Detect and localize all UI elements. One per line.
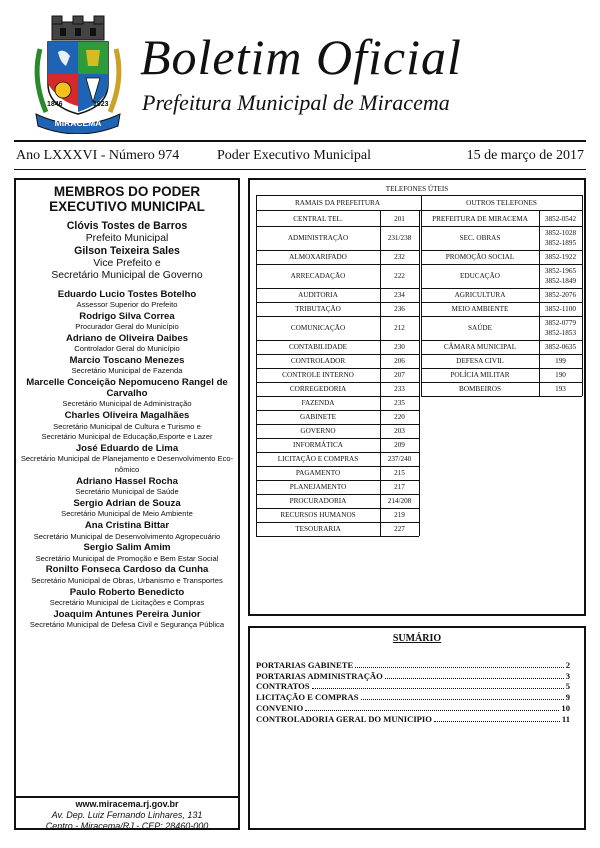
member-role: Secretário Municipal de Educação,Esporte e Lazer <box>41 432 213 442</box>
footer-city: Centro - Miracema/RJ - CEP: 28460-000 <box>45 821 209 832</box>
municipal-coat-of-arms <box>30 14 126 134</box>
ramal-extension: 203 <box>394 427 405 435</box>
summary-item[interactable] <box>256 660 570 671</box>
summary-item-label: PORTARIAS GABINETE <box>256 660 354 670</box>
header-rule-bottom <box>14 169 586 170</box>
masthead-subtitle: Prefeitura Municipal de Miracema <box>142 90 450 115</box>
ramal-department: CONTABILIDADE <box>288 343 348 351</box>
table-rule <box>256 424 419 425</box>
ramal-department: RECURSOS HUMANOS <box>280 511 356 519</box>
table-rule <box>421 250 582 251</box>
other-phone-number: 193 <box>555 385 566 393</box>
ramal-extension: 219 <box>394 511 405 519</box>
member-name: Charles Oliveira Magalhães <box>64 410 190 422</box>
other-phone-number: 190 <box>555 371 566 379</box>
summary-item-leader <box>361 692 564 700</box>
ramal-extension: 235 <box>394 399 405 407</box>
table-rule <box>421 382 582 383</box>
ramal-department: GOVERNO <box>300 427 336 435</box>
phones-col1-header: RAMAIS DA PREFEITURA <box>294 199 381 207</box>
other-phone-number: 3852-1028 <box>544 229 577 237</box>
member-role: Prefeito Municipal <box>85 232 169 244</box>
issue-number: Ano LXXXVI - Número 974 <box>16 148 180 163</box>
other-phone-name: AGRICULTURA <box>454 291 506 299</box>
ramal-extension: 201 <box>394 214 405 223</box>
member-role: nômico <box>114 465 140 475</box>
member-name: José Eduardo de Lima <box>75 443 179 455</box>
footer-contact <box>14 799 240 833</box>
other-phone-number: 3852-0542 <box>544 214 577 223</box>
ramal-department: LICITAÇÃO E COMPRAS <box>277 455 359 463</box>
table-rule <box>421 195 422 211</box>
member-role: Controlador Geral do Município <box>74 343 180 353</box>
table-rule <box>256 410 419 411</box>
table-rule <box>256 494 419 495</box>
member-role: Vice Prefeito e <box>93 257 161 269</box>
member-role: Secretário Municipal de Cultura e Turismo e <box>53 421 201 431</box>
footer-address: Av. Dep. Luiz Fernando Linhares, 131 <box>51 810 203 821</box>
table-rule <box>421 368 582 369</box>
ramal-extension: 206 <box>394 357 405 365</box>
member-name: Clóvis Tostes de Barros <box>66 220 188 232</box>
table-rule <box>539 211 540 396</box>
other-phone-name: EDUCAÇÃO <box>460 272 500 280</box>
other-phone-name: MEIO AMBIENTE <box>451 305 509 313</box>
member-role: Secretário Municipal de Meio Ambiente <box>61 509 193 519</box>
summary-item-page: 9 <box>565 692 570 703</box>
footer-url[interactable]: www.miracema.rj.gov.br <box>75 799 179 809</box>
member-name: Ronilto Fonseca Cardoso da Cunha <box>45 564 209 576</box>
other-phone-number: 3852-1853 <box>544 329 577 337</box>
ramal-department: CONTROLADOR <box>290 357 346 365</box>
crown-icon <box>52 16 104 40</box>
ramal-extension: 209 <box>394 441 405 449</box>
other-phone-number: 3852-0779 <box>544 319 577 327</box>
member-role: Secretário Municipal de Obras, Urbanismo e Transportes <box>31 575 223 585</box>
member-name: Eduardo Lucio Tostes Botelho <box>57 288 197 300</box>
issue-branch: Poder Executivo Municipal <box>217 148 371 163</box>
ramal-extension: 215 <box>394 469 405 477</box>
table-rule <box>256 195 582 196</box>
other-phone-number: 3852-1895 <box>544 239 577 247</box>
table-rule <box>419 211 420 536</box>
ramal-department: PROCURADORIA <box>289 497 347 505</box>
member-role: Secretário Municipal de Fazenda <box>71 366 183 376</box>
member-role: Secretário Municipal de Defesa Civil e Segurança Pública <box>29 619 225 629</box>
coffee-branch-icon <box>37 49 46 112</box>
table-rule <box>256 536 419 537</box>
ramal-department: CENTRAL TEL. <box>293 214 343 223</box>
members-heading-line1: MEMBROS DO PODER <box>53 184 201 199</box>
table-rule <box>421 354 582 355</box>
table-rule <box>421 288 582 289</box>
table-rule <box>256 302 419 303</box>
ramal-extension: 220 <box>394 413 405 421</box>
summary-item-label: CONTROLADORIA GERAL DO MUNICIPIO <box>256 713 432 724</box>
other-phone-name: BOMBEIROS <box>459 385 501 393</box>
table-rule <box>256 354 419 355</box>
table-rule <box>256 316 419 317</box>
issue-date: 15 de março de 2017 <box>466 148 584 163</box>
summary-item-leader <box>355 660 564 668</box>
table-rule <box>256 438 419 439</box>
summary-item-label: PORTARIAS ADMINISTRAÇÃO <box>256 670 383 681</box>
ramal-extension: 227 <box>394 525 405 533</box>
member-role: Procurador Geral do Município <box>75 321 179 331</box>
ramal-extension: 232 <box>394 253 405 261</box>
ramal-department: PLANEJAMENTO <box>289 483 347 491</box>
other-phone-number: 3852-1100 <box>545 305 576 313</box>
summary-item-page: 5 <box>565 681 570 692</box>
member-name: Paulo Roberto Benedicto <box>69 586 185 598</box>
member-role: Secretário Municipal de Desenvolvimento Agropecuário <box>33 531 221 541</box>
members-list <box>16 220 238 631</box>
other-phone-number: 3852-1965 <box>544 267 577 275</box>
member-name: Rodrigo Silva Correa <box>79 310 175 322</box>
summary-item-label: LICITAÇÃO E COMPRAS <box>256 692 359 703</box>
table-rule <box>256 250 419 251</box>
crest-banner-text: MIRACEMA <box>54 118 102 128</box>
ramal-department: PAGAMENTO <box>295 469 341 477</box>
table-rule <box>256 211 257 536</box>
member-name: Ana Cristina Bittar <box>84 520 170 532</box>
ramal-department: INFORMÁTICA <box>293 441 343 449</box>
other-phone-number: 3852-1922 <box>544 253 577 261</box>
summary-item-page: 2 <box>565 660 570 670</box>
ramal-extension: 233 <box>394 385 405 393</box>
other-phone-number: 3852-2076 <box>544 291 577 299</box>
ramal-department: ARRECADAÇÃO <box>290 272 346 280</box>
phones-title: TELEFONES ÚTEIS <box>385 185 449 193</box>
member-name: Adriano de Oliveira Daibes <box>65 332 189 344</box>
ramal-department: CONTROLE INTERNO <box>282 371 354 379</box>
members-heading <box>16 184 238 214</box>
member-role: Secretário Municipal de Administração <box>62 399 192 409</box>
table-rule <box>421 211 422 396</box>
member-name: Marcio Toscano Menezes <box>69 354 185 366</box>
other-phone-name: POLÍCIA MILITAR <box>450 371 510 379</box>
phones-panel <box>248 178 586 616</box>
member-role: Secretário Municipal de Planejamento e Desenvolvimento Eco- <box>20 454 234 464</box>
summary-item-leader <box>385 671 564 679</box>
table-rule <box>582 211 583 396</box>
member-name: Marcelle Conceição Nepomuceno Rangel de <box>26 376 228 388</box>
summary-item[interactable] <box>256 692 570 703</box>
table-rule <box>582 195 583 211</box>
summary-item[interactable] <box>256 671 570 682</box>
issue-bar <box>14 148 586 166</box>
summary-item-leader <box>312 681 564 689</box>
table-rule <box>421 340 582 341</box>
summary-item-label: CONTRATOS <box>256 681 310 692</box>
table-rule <box>421 264 582 265</box>
ramal-extension: 231/238 <box>387 234 412 242</box>
ramal-extension: 217 <box>394 483 405 491</box>
member-name: Gilson Teixeira Sales <box>74 245 180 257</box>
ramal-department: GABINETE <box>300 413 336 421</box>
other-phone-number: 199 <box>555 357 566 365</box>
summary-item[interactable] <box>256 714 570 725</box>
table-rule <box>256 382 419 383</box>
summary-item-page: 3 <box>565 670 570 681</box>
member-role: Secretário Municipal de Promoção e Bem Estar Social <box>35 553 219 563</box>
ramal-department: AUDITORIA <box>298 291 338 299</box>
table-rule <box>256 452 419 453</box>
summary-item-label: CONVENIO <box>256 702 304 713</box>
masthead-title: Boletim Oficial <box>140 29 462 85</box>
ramal-extension: 212 <box>394 324 405 332</box>
other-phone-name: CÂMARA MUNICIPAL <box>443 343 517 351</box>
table-rule <box>421 302 582 303</box>
ramal-department: ADMINISTRAÇÃO <box>287 234 349 242</box>
table-rule <box>421 316 582 317</box>
summary-title: SUMÁRIO <box>392 633 442 644</box>
ramal-department: ALMOXARIFADO <box>289 253 347 261</box>
wheat-branch-icon <box>110 49 119 112</box>
ramal-extension: 207 <box>394 371 405 379</box>
crest-year-left: 1846 <box>47 101 63 108</box>
ramal-department: TRIBUTAÇÃO <box>295 305 341 313</box>
summary-panel <box>248 626 586 830</box>
member-role: Secretário Municipal de Governo <box>51 270 203 281</box>
ramal-extension: 234 <box>394 291 405 299</box>
other-phone-number: 3852-0635 <box>544 343 577 351</box>
other-phone-name: PREFEITURA DE MIRACEMA <box>432 214 528 223</box>
other-phone-name: SEC. OBRAS <box>459 234 501 242</box>
ramal-extension: 236 <box>394 305 405 313</box>
table-rule <box>380 211 381 536</box>
table-rule <box>256 226 419 227</box>
member-name: Joaquim Antunes Pereira Junior <box>53 608 201 620</box>
member-role: Assessor Superior do Prefeito <box>76 299 178 309</box>
member-role: Secretário Municipal de Licitações e Compras <box>49 597 205 607</box>
ramal-department: COMUNICAÇÃO <box>290 324 346 332</box>
footer-rule <box>14 796 240 798</box>
ramal-department: TESOURARIA <box>295 525 341 533</box>
header-rule-top <box>14 140 586 142</box>
table-rule <box>421 396 582 397</box>
ramal-department: FAZENDA <box>301 399 335 407</box>
summary-item-leader <box>434 714 560 722</box>
summary-item-page: 10 <box>561 702 570 713</box>
summary-item-page: 11 <box>561 713 570 724</box>
member-name: Sergio Adrian de Souza <box>73 498 181 510</box>
table-rule <box>256 466 419 467</box>
table-rule <box>256 396 419 397</box>
ramal-extension: 230 <box>394 343 405 351</box>
summary-item[interactable] <box>256 681 570 692</box>
ramal-extension: 237/240 <box>387 455 412 463</box>
other-phone-name: PROMOÇÃO SOCIAL <box>445 253 515 261</box>
table-rule <box>256 508 419 509</box>
member-name: Sergio Salim Amim <box>83 542 171 554</box>
table-rule <box>256 340 419 341</box>
member-name: Carvalho <box>106 388 148 400</box>
ramal-department: CORREGEDORIA <box>289 385 347 393</box>
member-name: Adriano Hassel Rocha <box>76 476 178 488</box>
summary-item[interactable] <box>256 703 570 714</box>
member-role: Secretário Municipal de Saúde <box>75 487 179 497</box>
ramal-extension: 222 <box>394 272 405 280</box>
table-rule <box>256 264 419 265</box>
ramal-extension: 214/208 <box>387 497 412 505</box>
phones-col2-header: OUTROS TELEFONES <box>466 199 537 207</box>
members-panel <box>14 178 240 830</box>
table-rule <box>256 195 257 211</box>
other-phone-name: DEFESA CIVIL <box>456 357 504 365</box>
table-rule <box>256 288 419 289</box>
table-rule <box>421 226 582 227</box>
crest-year-right: 1923 <box>93 101 109 108</box>
table-rule <box>256 522 419 523</box>
other-phone-number: 3852-1849 <box>544 277 577 285</box>
members-heading-line2: EXECUTIVO MUNICIPAL <box>49 199 205 214</box>
table-rule <box>256 368 419 369</box>
other-phone-name: SAÚDE <box>468 324 492 332</box>
table-rule <box>256 480 419 481</box>
summary-item-leader <box>305 703 559 711</box>
